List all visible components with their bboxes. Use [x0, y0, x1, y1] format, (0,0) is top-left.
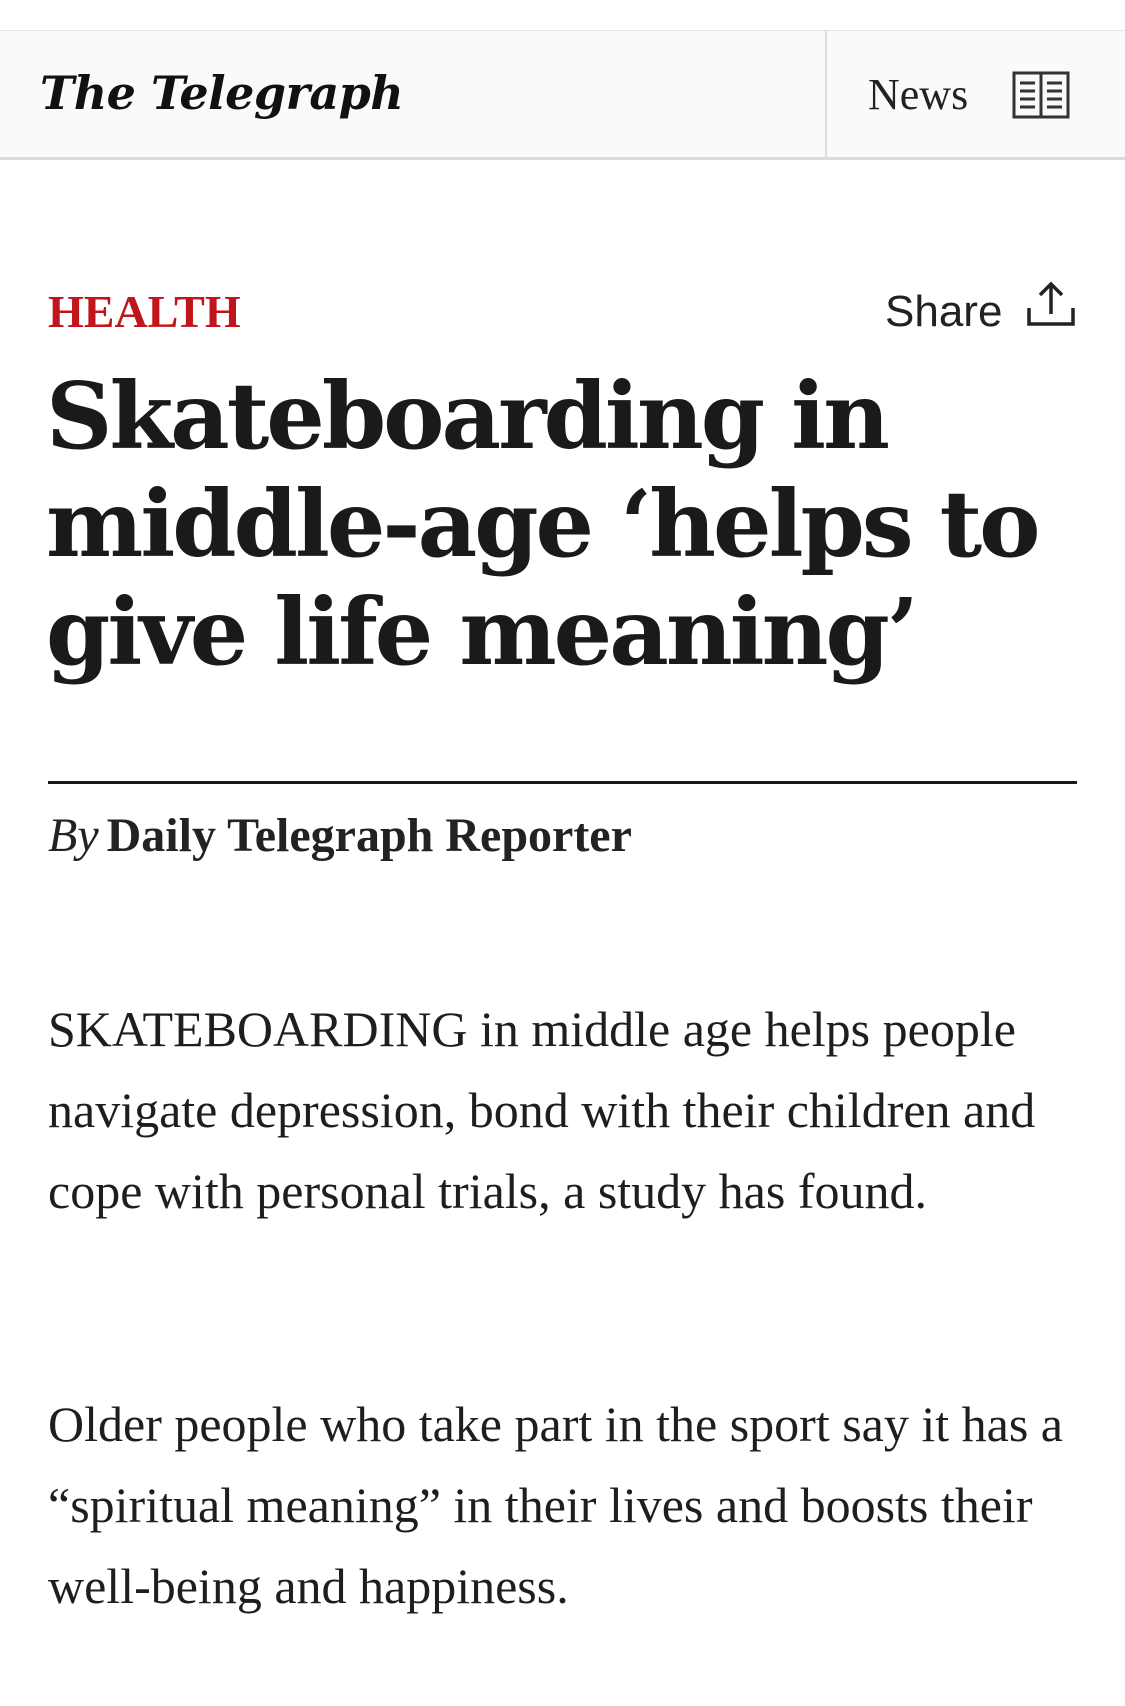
newspaper-icon[interactable]: [1012, 71, 1070, 119]
article-headline: Skateboarding in middle-age ‘helps to give life meaning’: [46, 362, 1038, 686]
byline: [48, 806, 632, 866]
news-nav-link[interactable]: News: [868, 70, 969, 119]
status-bar-area: [0, 0, 1125, 32]
byline-author[interactable]: Daily Telegraph Reporter: [106, 809, 632, 862]
article-paragraph: SKATEBOARDING in middle age helps people navigate depression, bond with their children and cope with personal trials, a study has found.: [48, 1001, 1036, 1219]
masthead: [0, 31, 1125, 160]
telegraph-logo[interactable]: The Telegraph: [40, 66, 404, 120]
masthead-divider: [825, 31, 827, 157]
byline-prefix: By: [48, 809, 99, 862]
share-upload-icon[interactable]: [1025, 278, 1077, 330]
headline-divider: [48, 781, 1077, 784]
share-button[interactable]: Share: [885, 287, 1003, 336]
section-label-health[interactable]: HEALTH: [48, 286, 241, 337]
article-paragraph: Older people who take part in the sport say it has a “spiritual meaning” in their lives and boosts their well-being and happiness.: [48, 1396, 1063, 1614]
